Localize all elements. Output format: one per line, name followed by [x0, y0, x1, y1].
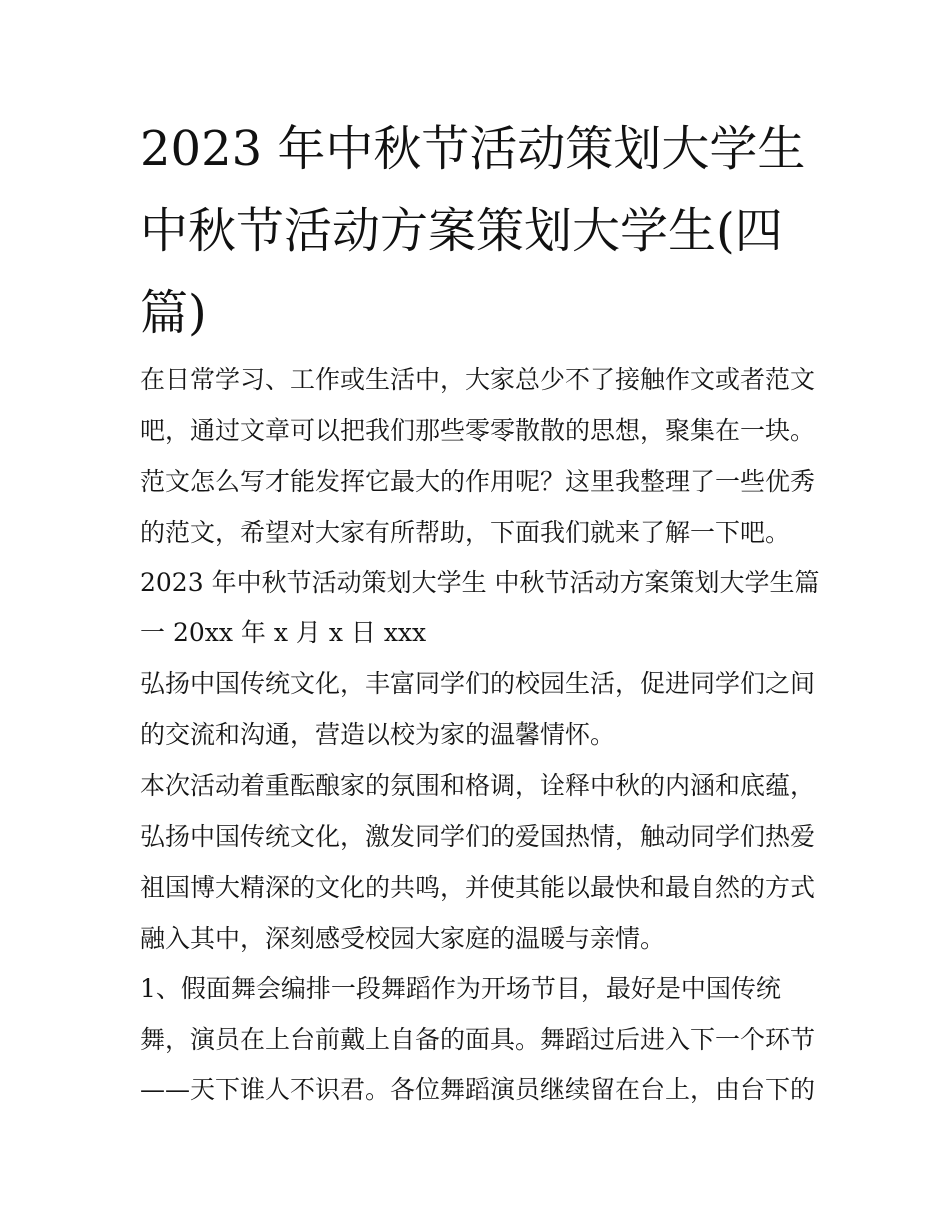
title-line-1: 2023 年中秋节活动策划大学生	[140, 121, 806, 177]
title-line-2: 中秋节活动方案策划大学生(四	[140, 203, 783, 259]
body-line-9: 本次活动着重酝酿家的氛围和格调，诠释中秋的内涵和底蕴，	[140, 771, 816, 800]
body-line-10: 弘扬中国传统文化，激发同学们的爱国热情，触动同学们热爱	[140, 822, 816, 851]
body-line-15: ——天下谁人不识君。各位舞蹈演员继续留在台上，由台下的	[140, 1075, 816, 1104]
body-line-4: 的范文，希望对大家有所帮助，下面我们就来了解一下吧。	[140, 518, 791, 547]
body-line-5: 2023 年中秋节活动策划大学生 中秋节活动方案策划大学生篇	[140, 568, 820, 597]
body-line-2: 吧，通过文章可以把我们那些零零散散的思想，聚集在一块。	[140, 416, 816, 445]
body-line-6: 一 20xx 年 x 月 x 日 xxx	[140, 618, 427, 647]
body-line-13: 1、假面舞会编排一段舞蹈作为开场节目，最好是中国传统	[140, 974, 781, 1003]
body-line-3: 范文怎么写才能发挥它最大的作用呢？这里我整理了一些优秀	[140, 467, 816, 496]
body-line-11: 祖国博大精深的文化的共鸣，并使其能以最快和最自然的方式	[140, 873, 816, 902]
document-title	[140, 108, 820, 354]
body-line-14: 舞，演员在上台前戴上自备的面具。舞蹈过后进入下一个环节	[140, 1025, 816, 1054]
body-line-1: 在日常学习、工作或生活中，大家总少不了接触作文或者范文	[140, 365, 816, 394]
body-line-7: 弘扬中国传统文化，丰富同学们的校园生活，促进同学们之间	[140, 669, 816, 698]
body-line-8: 的交流和沟通，营造以校为家的温馨情怀。	[140, 720, 616, 749]
title-line-3: 篇)	[140, 285, 207, 341]
body-line-12: 融入其中，深刻感受校园大家庭的温暖与亲情。	[140, 924, 666, 953]
